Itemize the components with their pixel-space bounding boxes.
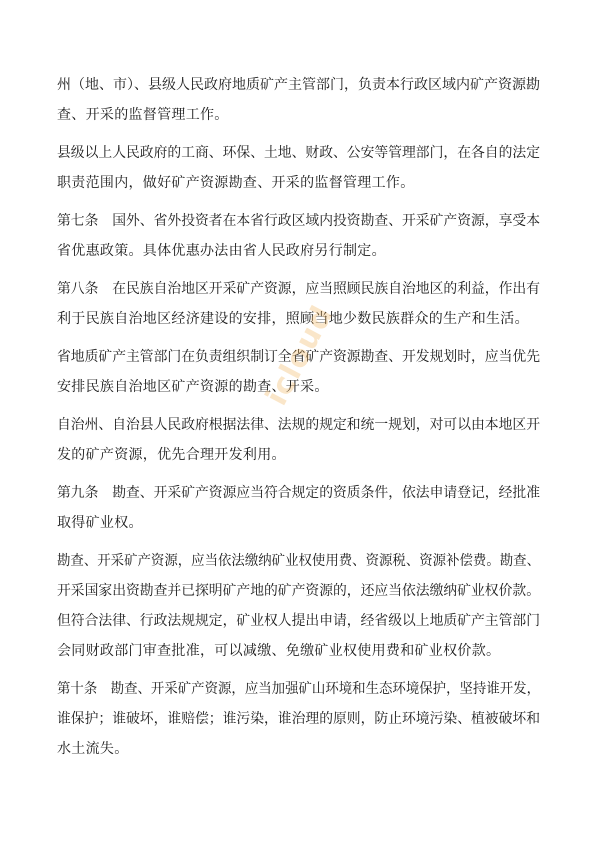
article-7 [57,206,540,266]
text-line: 第八条 在民族自治地区开采矿产资源，应当照顾民族自治地区的利益，作出有 [57,281,540,297]
text-line: 水土流失。 [57,741,129,757]
text-line: 查、开采的监督管理工作。 [57,107,229,123]
text-line: 开采国家出资勘查并已探明矿产地的矿产资源的，还应当依法缴纳矿业权价款。 [57,583,540,599]
text-line: 安排民族自治地区矿产资源的勘查、开采。 [57,379,329,395]
text-line: 县级以上人民政府的工商、环保、土地、财政、公安等管理部门，在各自的法定 [57,145,540,161]
text-line: 勘查、开采矿产资源，应当依法缴纳矿业权使用费、资源税、资源补偿费。勘查、 [57,553,540,569]
article-9 [57,478,540,538]
text-line: 省优惠政策。具体优惠办法由省人民政府另行制定。 [57,243,386,259]
text-line: 取得矿业权。 [57,515,143,531]
text-line: 第九条 勘查、开采矿产资源应当符合规定的资质条件，依法申请登记，经批准 [57,485,540,501]
text-line: 发的矿产资源，优先合理开发利用。 [57,447,286,463]
paragraph-2 [57,138,540,198]
paragraph-6 [57,410,540,470]
text-line: 但符合法律、行政法规规定，矿业权人提出申请，经省级以上地质矿产主管部门 [57,613,540,629]
text-line: 谁保护；谁破坏，谁赔偿；谁污染，谁治理的原则，防止环境污染、植被破坏和 [57,711,540,727]
document-body [57,70,540,772]
text-line: 利于民族自治地区经济建设的安排，照顾当地少数民族群众的生产和生活。 [57,311,529,327]
text-line: 职责范围内，做好矿产资源勘查、开采的监督管理工作。 [57,175,415,191]
text-line: 省地质矿产主管部门在负责组织制订全省矿产资源勘查、开发规划时，应当优先 [57,349,540,365]
paragraph-1 [57,70,540,130]
article-10 [57,674,540,764]
watermark-logo: icloud [259,299,341,412]
text-line: 州（地、市）、县级人民政府地质矿产主管部门，负责本行政区域内矿产资源勘 [57,77,540,93]
text-line: 自治州、自治县人民政府根据法律、法规的规定和统一规划，对可以由本地区开 [57,417,540,433]
text-line: 第十条 勘查、开采矿产资源，应当加强矿山环境和生态环境保护，坚持谁开发， [57,681,540,697]
text-line: 会同财政部门审查批准，可以减缴、免缴矿业权使用费和矿业权价款。 [57,643,501,659]
text-line: 第七条 国外、省外投资者在本省行政区域内投资勘查、开采矿产资源，享受本 [57,213,540,229]
paragraph-8 [57,546,540,666]
